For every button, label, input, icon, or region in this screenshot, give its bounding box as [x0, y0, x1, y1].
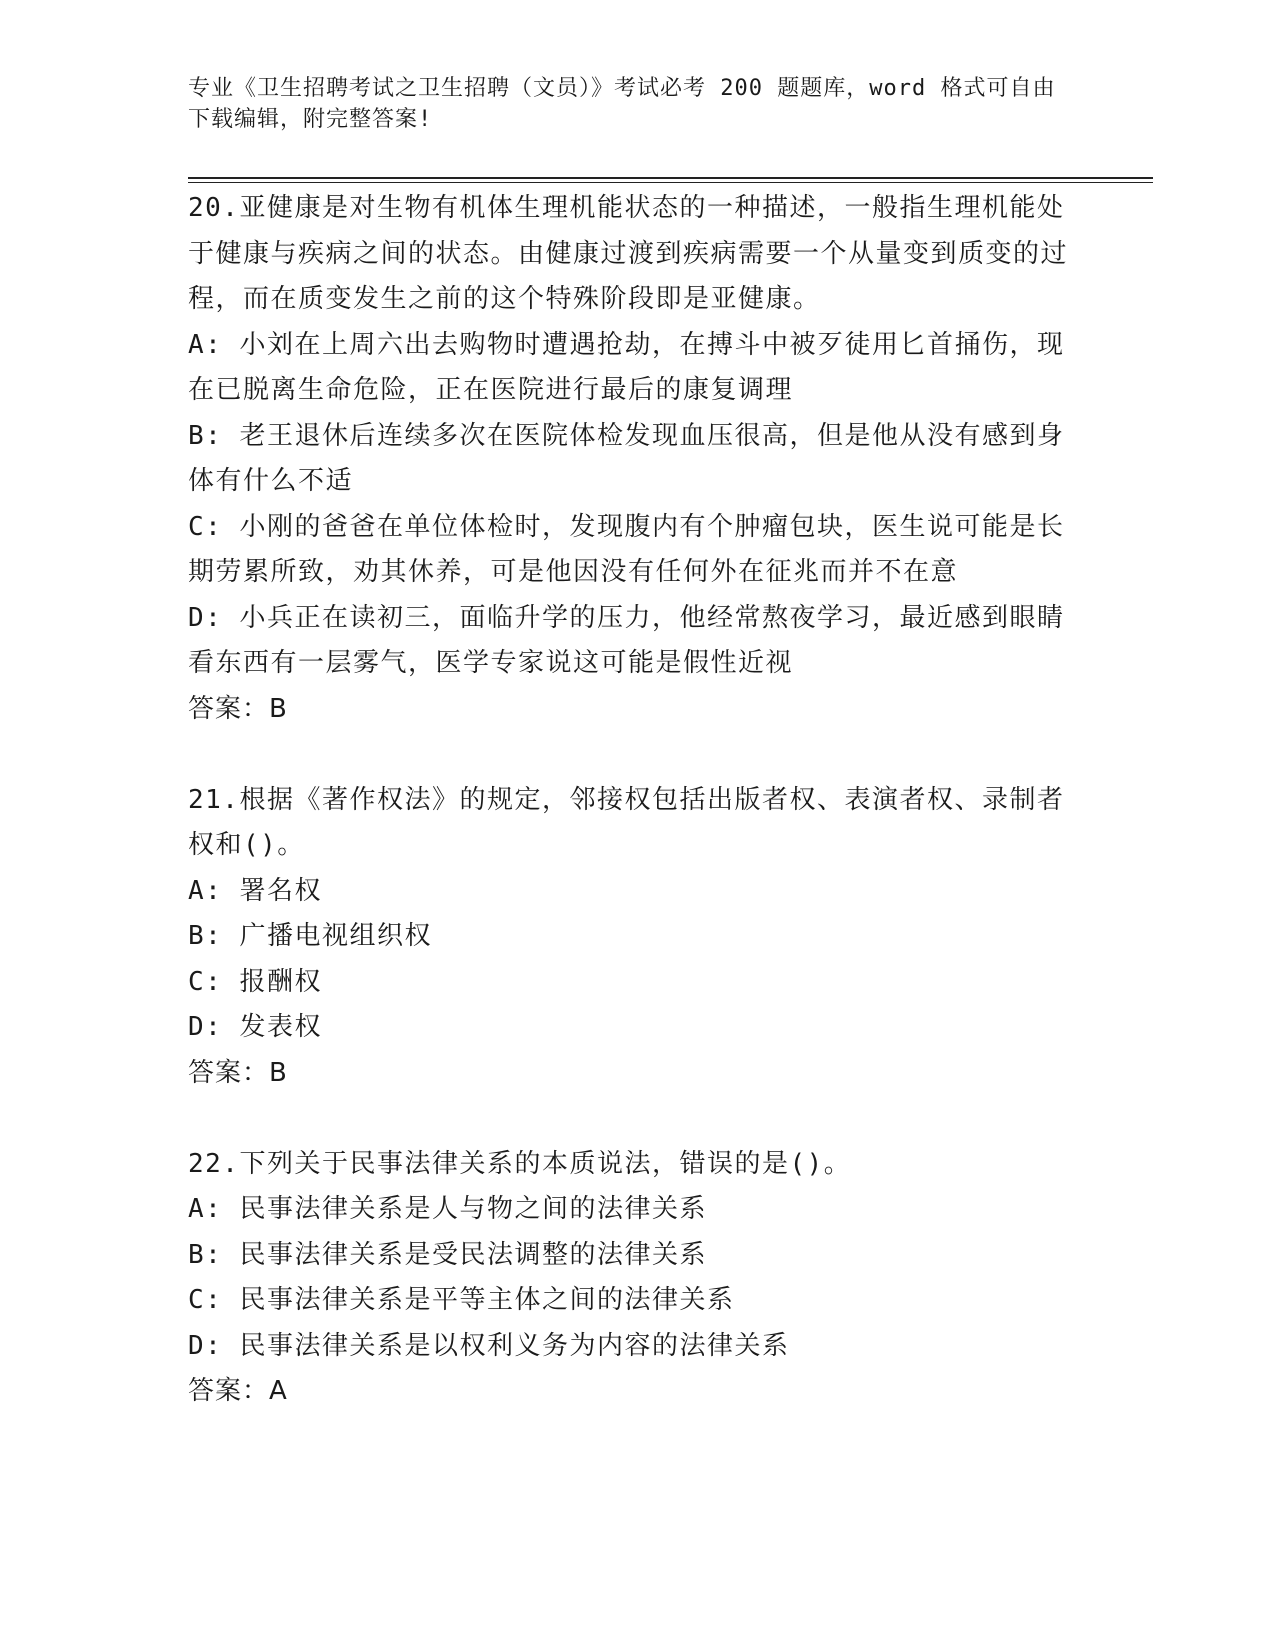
question-22: [188, 1142, 1068, 1415]
option-c: C: 小刚的爸爸在单位体检时，发现腹内有个肿瘤包块，医生说可能是长期劳累所致，劝其休养，可是他因没有任何外在征兆而并不在意: [188, 511, 1065, 587]
question-20: [188, 186, 1068, 732]
option-a: A: 民事法律关系是人与物之间的法律关系: [188, 1194, 707, 1224]
option-b: B: 老王退休后连续多次在医院体检发现血压很高，但是他从没有感到身体有什么不适: [188, 420, 1065, 496]
option-d: D: 小兵正在读初三，面临升学的压力，他经常熬夜学习，最近感到眼睛看东西有一层雾气，医学专家说这可能是假性近视: [188, 602, 1065, 678]
header-divider-thick: [188, 177, 1153, 179]
question-list: [188, 186, 1068, 1415]
option-b: B: 广播电视组织权: [188, 921, 432, 951]
option-d: D: 发表权: [188, 1012, 322, 1042]
answer: 答案：B: [188, 1057, 288, 1088]
question-stem: 20.亚健康是对生物有机体生理机能状态的一种描述，一般指生理机能处于健康与疾病之间的状态。由健康过渡到疾病需要一个从量变到质变的过程，而在质变发生之前的这个特殊阶段即是亚健康。: [188, 193, 1069, 314]
option-b: B: 民事法律关系是受民法调整的法律关系: [188, 1239, 707, 1270]
option-c: C: 报酬权: [188, 966, 322, 997]
option-a: A: 署名权: [188, 875, 322, 906]
answer: 答案：A: [188, 1376, 288, 1406]
question-gap: [188, 732, 1068, 778]
question-stem: 22.下列关于民事法律关系的本质说法，错误的是()。: [188, 1148, 852, 1179]
header-divider-thin: [188, 182, 1153, 183]
question-stem: 21.根据《著作权法》的规定，邻接权包括出版者权、表演者权、录制者权和()。: [188, 784, 1065, 860]
document-intro: 专业《卫生招聘考试之卫生招聘（文员）》考试必考 200 题题库，word 格式可自由下载编辑，附完整答案!: [188, 76, 1056, 132]
option-a: A: 小刘在上周六出去购物时遭遇抢劫，在搏斗中被歹徒用匕首捅伤，现在已脱离生命危险，正在医院进行最后的康复调理: [188, 329, 1065, 405]
question-21: [188, 778, 1068, 1097]
option-d: D: 民事法律关系是以权利义务为内容的法律关系: [188, 1330, 790, 1361]
question-gap: [188, 1096, 1068, 1142]
option-c: C: 民事法律关系是平等主体之间的法律关系: [188, 1285, 735, 1315]
answer: 答案：B: [188, 693, 288, 724]
